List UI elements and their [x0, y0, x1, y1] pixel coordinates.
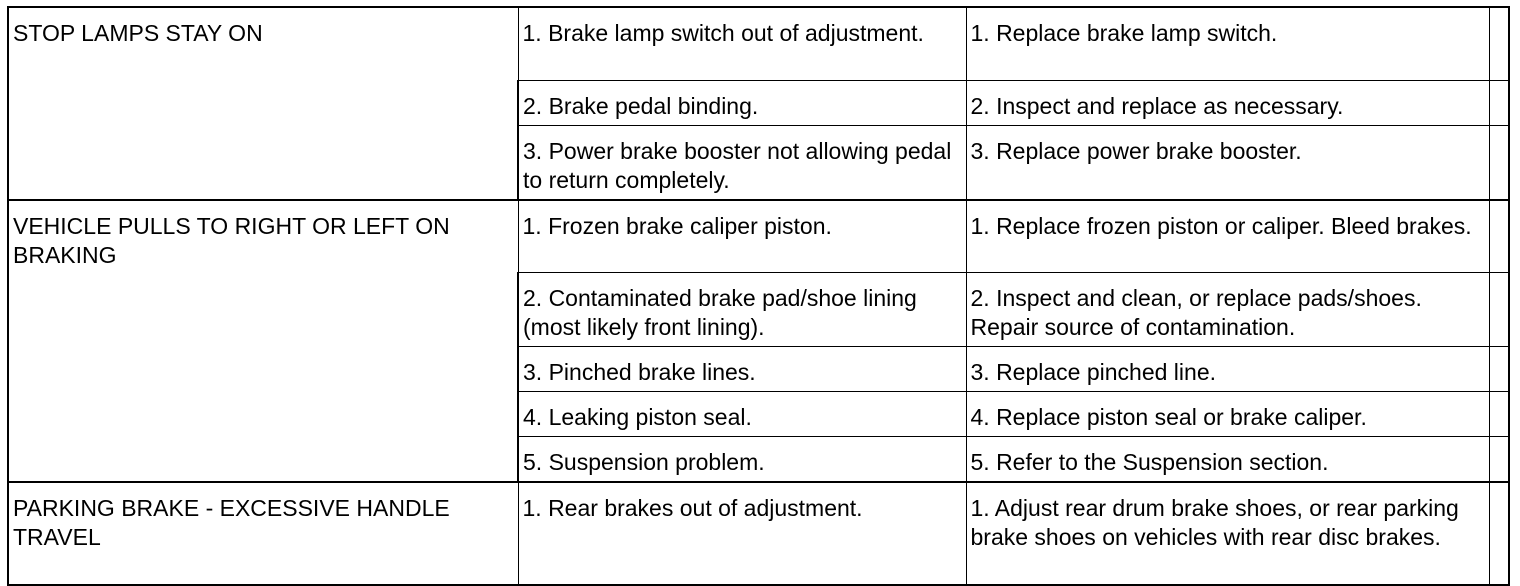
diagnosis-table	[7, 6, 1510, 586]
condition-cell: PARKING BRAKE - EXCESSIVE HANDLE TRAVEL	[8, 482, 518, 585]
cause-cell: 3. Pinched brake lines.	[518, 347, 966, 392]
edge-cell	[1489, 125, 1509, 200]
edge-cell	[1489, 347, 1509, 392]
cause-cell: 1. Brake lamp switch out of adjustment.	[518, 7, 966, 80]
edge-cell	[1489, 273, 1509, 347]
edge-cell	[1489, 80, 1509, 125]
correction-cell: 3. Replace pinched line.	[966, 347, 1489, 392]
cause-cell: 1. Rear brakes out of adjustment.	[518, 482, 966, 585]
cause-cell: 4. Leaking piston seal.	[518, 392, 966, 437]
cause-cell: 1. Frozen brake caliper piston.	[518, 200, 966, 273]
correction-cell: 1. Replace frozen piston or caliper. Bleed brakes.	[966, 200, 1489, 273]
cause-cell: 3. Power brake booster not allowing pedal to return completely.	[518, 125, 966, 200]
correction-cell: 2. Inspect and replace as necessary.	[966, 80, 1489, 125]
edge-cell	[1489, 482, 1509, 585]
correction-cell: 1. Adjust rear drum brake shoes, or rear parking brake shoes on vehicles with rear disc brakes.	[966, 482, 1489, 585]
cause-cell: 2. Contaminated brake pad/shoe lining (most likely front lining).	[518, 273, 966, 347]
correction-cell: 2. Inspect and clean, or replace pads/shoes. Repair source of contamination.	[966, 273, 1489, 347]
correction-cell: 5. Refer to the Suspension section.	[966, 437, 1489, 483]
condition-cell: VEHICLE PULLS TO RIGHT OR LEFT ON BRAKING	[8, 200, 518, 483]
cause-cell: 2. Brake pedal binding.	[518, 80, 966, 125]
edge-cell	[1489, 437, 1509, 483]
correction-cell: 4. Replace piston seal or brake caliper.	[966, 392, 1489, 437]
edge-cell	[1489, 392, 1509, 437]
edge-cell	[1489, 7, 1509, 80]
cause-cell: 5. Suspension problem.	[518, 437, 966, 483]
edge-cell	[1489, 200, 1509, 273]
condition-cell: STOP LAMPS STAY ON	[8, 7, 518, 200]
correction-cell: 1. Replace brake lamp switch.	[966, 7, 1489, 80]
correction-cell: 3. Replace power brake booster.	[966, 125, 1489, 200]
